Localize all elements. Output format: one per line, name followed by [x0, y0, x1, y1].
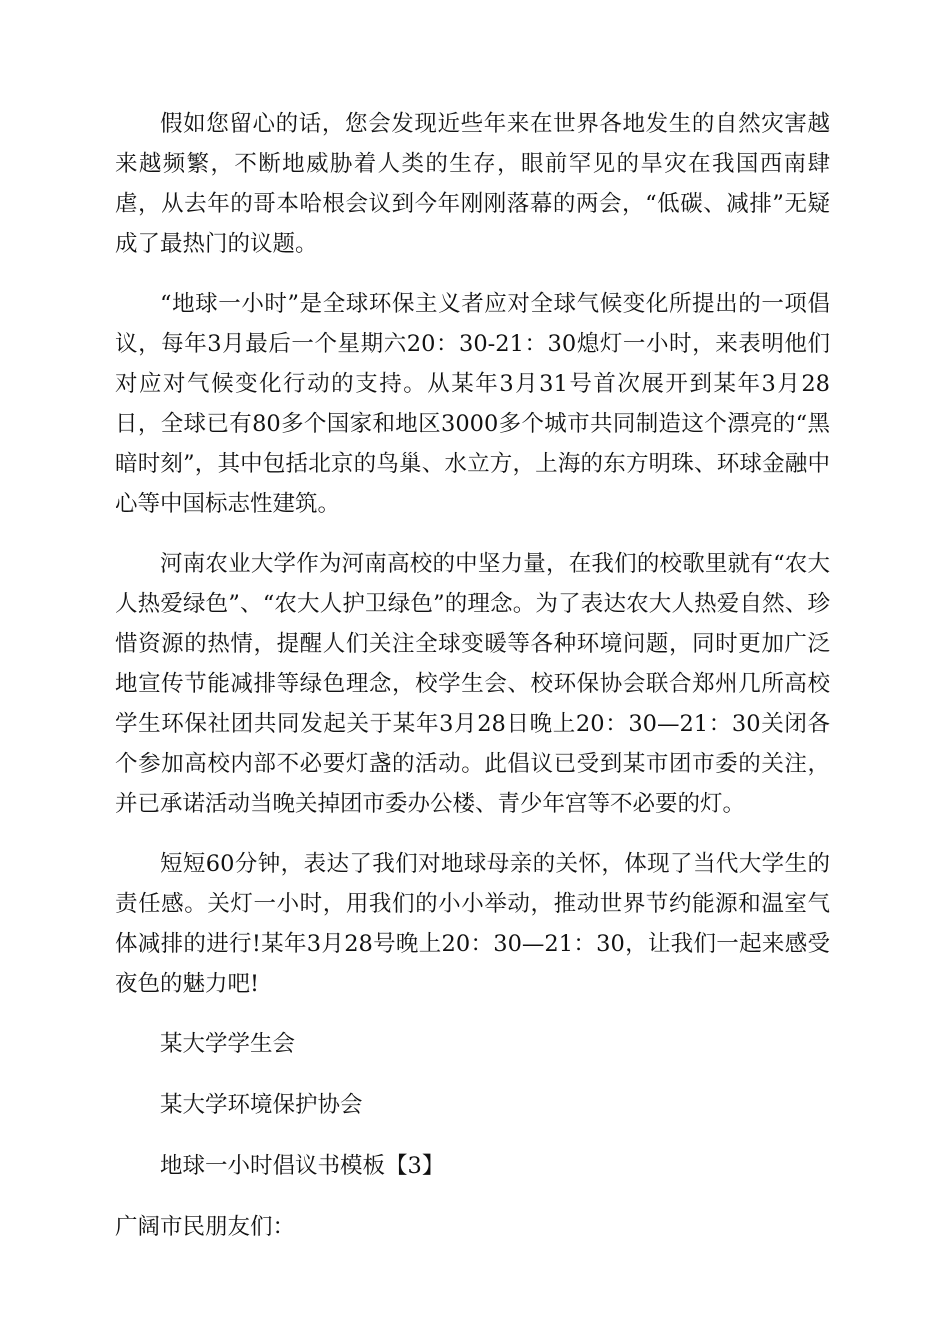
paragraph-1: 假如您留心的话，您会发现近些年来在世界各地发生的自然灾害越来越频繁，不断地威胁着人类的生存，眼前罕见的旱灾在我国西南肆虐，从去年的哥本哈根会议到今年刚刚落幕的两会，“低碳、减排”无疑成了最热门的议题。 — [115, 111, 830, 257]
signature-student-union: 某大学学生会 — [160, 1031, 296, 1057]
paragraph-4: 短短60分钟，表达了我们对地球母亲的关怀，体现了当代大学生的责任感。关灯一小时，用我们的小小举动，推动世界节约能源和温室气体减排的进行!某年3月28号晚上20：30—21：30，让我们一起来感受夜色的魅力吧! — [115, 851, 830, 997]
paragraph-3: 河南农业大学作为河南高校的中坚力量，在我们的校歌里就有“农大人热爱绿色”、“农大人护卫绿色”的理念。为了表达农大人热爱自然、珍惜资源的热情，提醒人们关注全球变暖等各种环境问题，同时更加广泛地宣传节能减排等绿色理念，校学生会、校环保协会联合郑州几所高校学生环保社团共同发起关于某年3月28日晚上20：30—21：30关闭各个参加高校内部不必要灯盏的活动。此倡议已受到某市团市委的关注，并已承诺活动当晚关掉团市委办公楼、青少年宫等不必要的灯。 — [115, 551, 830, 817]
paragraph-2: “地球一小时”是全球环保主义者应对全球气候变化所提出的一项倡议，每年3月最后一个星期六20：30-21：30熄灯一小时，来表明他们对应对气候变化行动的支持。从某年3月31号首次展开到某年3月28日，全球已有80多个国家和地区3000多个城市共同制造这个漂亮的“黑暗时刻”，其中包括北京的鸟巢、水立方，上海的东方明珠、环球金融中心等中国标志性建筑。 — [115, 291, 830, 517]
section-title: 地球一小时倡议书模板【3】 — [160, 1153, 445, 1179]
signature-environmental-association: 某大学环境保护协会 — [160, 1092, 363, 1118]
salutation: 广阔市民朋友们： — [115, 1214, 296, 1240]
